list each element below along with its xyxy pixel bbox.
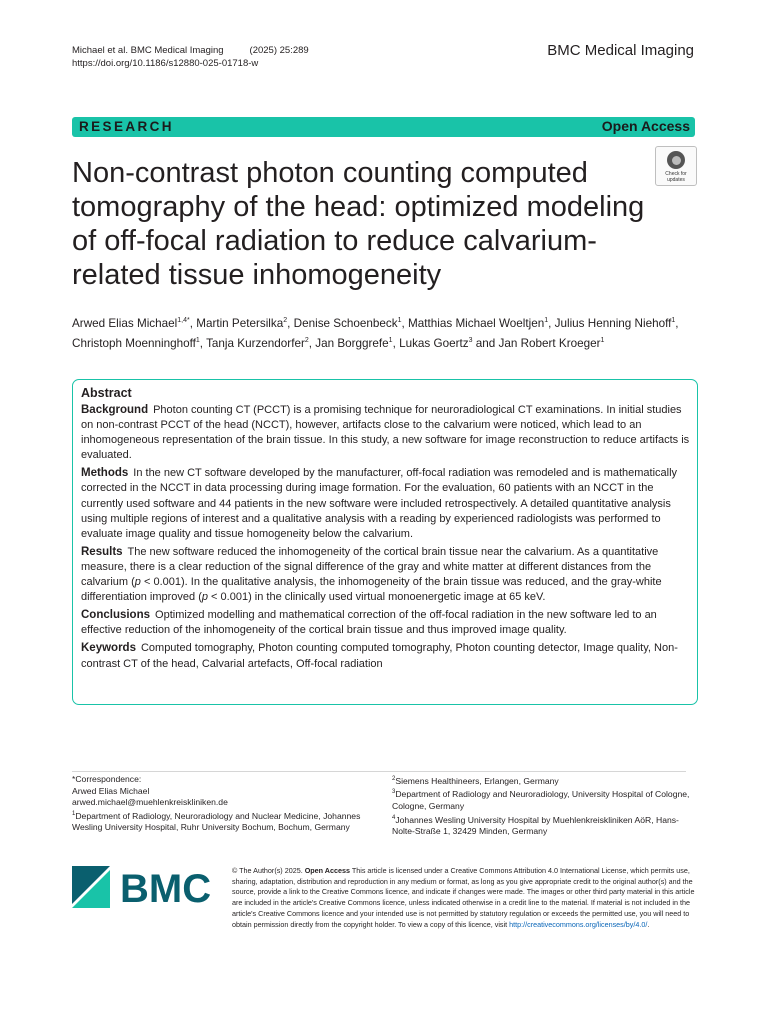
author-name: Denise Schoenbeck: [293, 317, 398, 330]
license-url[interactable]: http://creativecommons.org/licenses/by/4.0/: [509, 919, 648, 929]
correspondence-label: *Correspondence:: [72, 774, 142, 784]
author-name: Jan Robert Kroeger: [498, 337, 601, 350]
bmc-logo-mark: [72, 866, 214, 908]
citation-header: [72, 44, 309, 70]
article-title: Non-contrast photon counting computed tomography of the head: optimized modeling of off-focal radiation to reduce calvarium-related tissue inhomogeneity: [72, 157, 645, 291]
correspondence-email[interactable]: arwed.michael@muehlenkreiskliniken.de: [72, 797, 228, 808]
author-affiliation-sup: 1: [544, 317, 549, 325]
author-affiliation-sup: 1: [600, 337, 605, 345]
author-name: Lukas Goertz: [399, 337, 469, 350]
license-notice: © The Author(s) 2025. Open Access This article is licensed under a Creative Commons Attribution 4.0 International License, which permits use, sharing, adaptation, distribution and reproduction in any medium or format, as long as you give appropriate credit to the original author(s) and the source, provide a link to the Creative Commons licence, and indicate if changes were made. The images or other third party material in this article are included in the article's Creative Commons licence, unless indicated otherwise in a credit line to the material. If material is not included in the article's Creative Commons licence and your intended use is not permitted by statutory regulation or exceeds the permitted use, you will need to obtain permission directly from the copyright holder. To view a copy of this licence, visit http://creativecommons.org/licenses/by/4.0/.: [232, 866, 695, 929]
abstract-results: Results The new software reduced the inhomogeneity of the cortical brain tissue near the calvarium. As a quantitative measure, there is a clear reduction of the signal difference of the gray and white matter at different distances from the calvarium (p < 0.001). In the qualitative analysis, the inhomogeneity of the brain tissue was reduced, and the gray-white differentiation improved (p < 0.001) in the clinically used virtual monoenergetic image at 65 keV.: [81, 545, 662, 604]
author-affiliation-sup: 3: [468, 337, 473, 345]
affiliation-3: $^3$Department of Radiology and Neuroradiology, University Hospital of Cologne, Cologne, Germany: [392, 789, 690, 811]
abstract-keywords: Keywords Computed tomography, Photon counting computed tomography, Photon counting detector, Image quality, Non-contrast CT of the head, Calvarial artefacts, Off-focal radiation: [81, 642, 678, 670]
section-label: RESEARCH: [79, 119, 174, 134]
author-name: Arwed Elias Michael: [72, 317, 178, 330]
license-text: This article is licensed under a Creative Commons Attribution 4.0 International License, which permits use, sharing, adaptation, distribution and reproduction in any medium or format, as long as you give appropriate credit to the original author(s) and the source, provide a link to the Creative Commons licence, and indicate if changes were made. The images or other third party material in this article are included in the article's Creative Commons licence, unless indicated otherwise in a credit line to the material. If material is not included in the article's Creative Commons licence and your intended use is not permitted by statutory regulation or exceeds the permitted use, you will need to obtain permission directly from the copyright holder. To view a copy of this licence, visit: [232, 866, 695, 929]
abstract-conclusions: Conclusions Optimized modelling and mathematical correction of the off-focal radiation in the new software led to an effective reduction of the inhomogeneity of the cortical brain tissue and thus improved image quality.: [81, 609, 657, 637]
affiliation-2: $^2$Siemens Healthineers, Erlangen, Germany: [392, 775, 559, 786]
abstract-box: [72, 379, 698, 705]
author-affiliation-sup: 1: [671, 317, 676, 325]
affiliation-1: $^1$Department of Radiology, Neuroradiology and Nuclear Medicine, Johannes Wesling University Hospital, Ruhr University Bochum, Bochum, Germany: [72, 810, 361, 833]
abstract-heading: Abstract: [81, 386, 132, 400]
bmc-logo: [72, 866, 214, 908]
abstract-methods: Methods In the new CT software developed by the manufacturer, off-focal radiation was remodeled and is mathematically corrected in the NCCT in data processing during image formation. For the evaluation, 60 patients with an NCCT in the currently used software and 44 patients in the new software were included retrospectively. A detailed quantitative analysis using multiple regions of interest and a qualitative analysis with a reading by experienced radiologists was performed to evaluate image quality and tissue homogeneity below the calvarium.: [81, 467, 678, 540]
author-affiliation-sup: 1: [397, 317, 402, 325]
author-affiliation-sup: 1: [388, 337, 393, 345]
footnote-divider: [72, 771, 686, 772]
author-affiliation-sup: 1: [195, 337, 200, 345]
abstract-background: Background Photon counting CT (PCCT) is a promising technique for neuroradiological CT examinations. In initial studies on non-contrast PCCT of the head (NCCT), however, artifacts close to the calvarium were noticed, which lead to an inhomogeneous representation of the brain tissue. In this study, a new software for image reconstruction to reduce artifacts is evaluated.: [81, 404, 690, 462]
author-affiliation-sup: 2: [283, 317, 288, 325]
author-name: Tanja Kurzendorfer: [206, 337, 305, 350]
author-affiliation-sup: 1,4*: [177, 317, 190, 325]
methods-label: Methods: [81, 467, 129, 480]
check-updates-line1: Check for: [665, 171, 687, 177]
footnotes-left: [72, 774, 372, 834]
keywords-label: Keywords: [81, 642, 136, 655]
journal-name: BMC Medical Imaging: [547, 42, 694, 59]
author-name: Julius Henning Niehoff: [554, 317, 672, 330]
author-affiliation-sup: 2: [304, 337, 309, 345]
logo-text: BMC: [120, 867, 212, 908]
license-copyright: © The Author(s) 2025.: [232, 866, 303, 875]
citation-authors: Michael et al. BMC Medical Imaging: [72, 45, 224, 56]
affiliation-4: $^4$Johannes Wesling University Hospital by Muehlenkreiskliniken AöR, Hans-Nolte-Straße 1, 32429 Minden, Germany: [392, 814, 679, 836]
update-icon: [667, 151, 685, 169]
footnotes-right: [392, 774, 692, 838]
section-band: [72, 117, 695, 137]
check-updates-line2: updates: [667, 177, 685, 183]
citation-volume: (2025) 25:289: [249, 45, 309, 56]
results-label: Results: [81, 545, 123, 558]
author-name: Christoph Moenninghoff: [72, 337, 196, 350]
author-name: Jan Borggrefe: [315, 337, 389, 350]
author-name: Martin Petersilka: [196, 317, 284, 330]
author-name: Matthias Michael Woeltjen: [408, 317, 545, 330]
correspondence-name: Arwed Elias Michael: [72, 785, 150, 796]
conclusions-label: Conclusions: [81, 609, 151, 622]
background-label: Background: [81, 404, 149, 416]
doi-link[interactable]: https://doi.org/10.1186/s12880-025-01718-w: [72, 58, 259, 69]
license-open-access: Open Access: [304, 866, 350, 875]
open-access-label: Open Access: [601, 118, 690, 134]
author-list: Arwed Elias Michael$^{1,4*}$, Martin Petersilka$^2$, Denise Schoenbeck$^1$, Matthias Michael Woeltjen$^1$, Julius Henning Niehoff$^1$, Christoph Moenninghoff$^1$, Tanja Kurzendorfer$^2$, Jan Borggrefe$^1$, Lukas Goertz$^3$ and Jan Robert Kroeger$^1$: [72, 317, 679, 350]
